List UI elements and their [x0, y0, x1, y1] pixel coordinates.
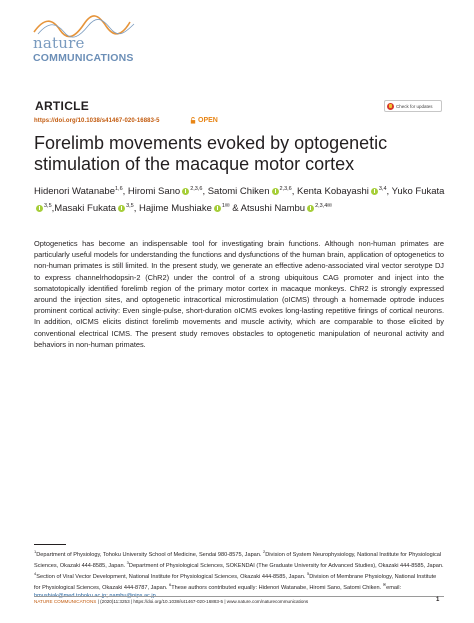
author-name[interactable]: Satomi Chiken [207, 186, 270, 198]
open-lock-icon [190, 117, 196, 124]
email-link[interactable]: nambu@nips.ac.jp [109, 592, 156, 599]
affiliation-text: Division of Membrane Physiology, National Institute for Physiological Sciences, Okazaki 444-8787, Japan. [34, 574, 437, 592]
affiliation-text: These authors contributed equally: Hidenori Watanabe, Hiromi Sano, Satomi Chiken. [171, 585, 383, 592]
footnote-divider [34, 544, 66, 545]
author-name[interactable]: Hajime Mushiake [139, 203, 212, 215]
affiliation-text: Division of System Neurophysiology, National Institute for Physiological Sciences, Okazaki 444-8585, Japan. [34, 551, 442, 570]
author-name[interactable]: Masaki Fukata [54, 203, 117, 215]
affiliation-number: 3 [126, 560, 129, 566]
article-title: Forelimb movements evoked by optogenetic stimulation of the macaque motor cortex [34, 133, 388, 174]
affiliation-number: 5 [306, 571, 310, 577]
orcid-icon[interactable] [182, 188, 189, 195]
logo-communications-text: COMMUNICATIONS [33, 52, 134, 64]
footer-divider [34, 596, 444, 597]
footer-citation [34, 599, 308, 604]
author-affiliation-marker: 2,3,6 [279, 186, 292, 192]
author-name[interactable]: Atsushi Nambu [240, 203, 306, 215]
author-affiliation-marker: 2,3,4✉ [315, 203, 332, 210]
author-affiliation-marker: 1✉ [221, 203, 230, 210]
author-name[interactable]: Hiromi Sano [127, 186, 181, 198]
author-name[interactable]: Hidenori Watanabe [34, 186, 115, 198]
author-separator: , [51, 203, 55, 215]
abstract-text: Optogenetics has become an indispensable tool for investigating brain functions. Although non-human primates are particularly useful models for understanding the functions and dysfunctions of the human brain, application of optogenetics to non-human primates is still limited. In the present study, we generate an effective adeno-associated viral vector serotype DJ to express channelrhodopsin-2 (ChR2) under the control of a strong ubiquitous CAG promoter and inject into the somatotopically identified forelimb region of the primary motor cortex in macaque monkeys. ChR2 is strongly expressed around the injection sites, and optogenetic intracortical microstimulation (oICMS) through a homemade optrode induces prominent cortical activity: Even single-pulse, short-duration oICMS evokes long-lasting repetitive firings of cortical neurons. In addition, oICMS elicits distinct forelimb movements and muscle activity, which are comparable to those elicited by conventional electrical ICMS. The present study removes obstacles to optogenetic manipulation of neuronal activity and behaviors in non-human primates. [34, 239, 444, 349]
journal-logo[interactable] [32, 14, 172, 64]
email-separator: ; [106, 592, 110, 599]
author-affiliation-marker: 3,5 [126, 203, 134, 210]
author-name[interactable]: Yuko Fukata [391, 186, 445, 198]
abstract [34, 238, 444, 350]
email-link[interactable]: hmushiak@med.tohoku.ac.jp [34, 592, 107, 599]
orcid-icon[interactable] [307, 205, 314, 212]
author-name[interactable]: Kenta Kobayashi [297, 186, 369, 198]
orcid-icon[interactable] [272, 188, 279, 195]
author-separator: , [291, 186, 298, 198]
affiliation-number: 1 [34, 549, 37, 554]
author-affiliation-marker: 2,3,6 [190, 186, 203, 192]
affiliation-text: Department of Physiological Sciences, SOKENDAI (The Graduate University for Advanced Studies), Okazaki 444-8585, Japan. [128, 563, 444, 570]
author-separator: , [386, 186, 392, 198]
author-list [34, 182, 454, 216]
affiliation-number: 2 [263, 549, 266, 554]
author-separator: & [229, 203, 241, 215]
page-number: 1 [436, 597, 440, 603]
affiliations-footnote [34, 548, 444, 600]
author-separator: , [122, 186, 128, 198]
affiliation-number: 6 [168, 582, 172, 588]
article-type-label: ARTICLE [35, 99, 90, 113]
orcid-icon[interactable] [118, 205, 125, 212]
affiliation-text: Department of Physiology, Tohoku University School of Medicine, Sendai 980-8575, Japan. [36, 551, 264, 558]
doi-link[interactable]: https://doi.org/10.1038/s41467-020-16883-5 [34, 118, 160, 124]
check-updates-icon [387, 103, 394, 110]
orcid-icon[interactable] [36, 205, 43, 212]
footer-citation-text[interactable]: | (2020)11:3253 | https://doi.org/10.1038/s41467-020-16883-5 | www.nature.com/naturecommunications [96, 599, 309, 604]
open-access-badge [190, 117, 218, 124]
author-affiliation-marker: 3,5 [44, 203, 52, 210]
logo-nature-text: nature [33, 34, 85, 52]
check-updates-label: Check for updates [396, 103, 433, 109]
author-affiliation-marker: 3,4 [378, 186, 387, 192]
author-separator: , [133, 203, 140, 215]
email-label: email: [386, 585, 402, 592]
email-marker: ✉ [382, 582, 387, 588]
footer-journal-name: NATURE COMMUNICATIONS [34, 599, 97, 604]
orcid-icon[interactable] [214, 205, 221, 212]
affiliation-number: 4 [34, 571, 37, 577]
author-separator: , [202, 186, 208, 198]
open-label: OPEN [198, 117, 218, 124]
check-for-updates-button[interactable] [384, 100, 442, 112]
affiliation-text: Section of Viral Vector Development, National Institute for Physiological Sciences, Okazaki 444-8585, Japan. [36, 574, 307, 581]
orcid-icon[interactable] [371, 188, 378, 195]
author-affiliation-marker: 1,6 [114, 186, 123, 192]
